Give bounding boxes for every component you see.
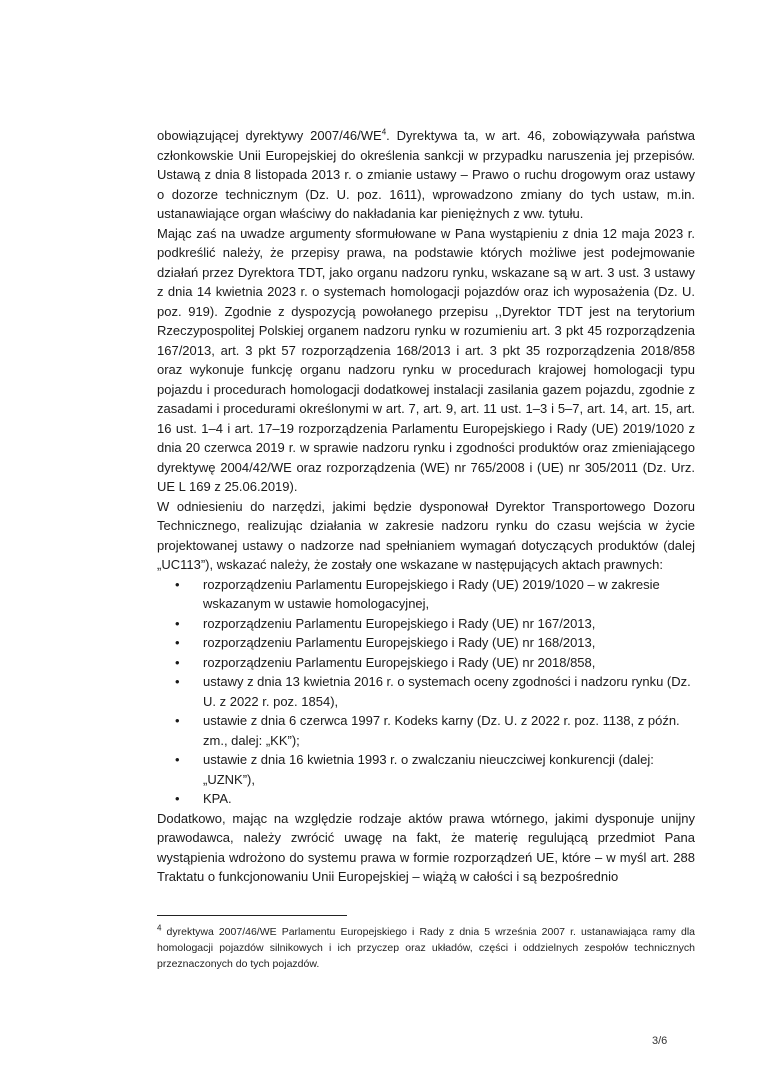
bullet-icon: • xyxy=(175,791,180,806)
legal-acts-list xyxy=(157,575,695,809)
page-number: 3/6 xyxy=(652,1035,668,1047)
list-item-text: rozporządzeniu Parlamentu Europejskiego i Rady (UE) 2019/1020 – w zakresie wskazanym w ustawie homologacyjnej, xyxy=(203,576,660,611)
list-item-text: rozporządzeniu Parlamentu Europejskiego i Rady (UE) nr 167/2013, xyxy=(203,615,596,631)
list-item-text: rozporządzeniu Parlamentu Europejskiego i Rady (UE) nr 168/2013, xyxy=(203,635,596,650)
list-item-text: KPA. xyxy=(203,791,232,806)
bullet-icon: • xyxy=(175,615,180,631)
footnote-reference: 4 xyxy=(381,127,387,137)
list-item xyxy=(157,750,695,789)
list-item xyxy=(157,575,695,614)
list-item xyxy=(157,614,695,634)
footnote-separator xyxy=(157,915,347,916)
bullet-icon: • xyxy=(175,576,180,592)
paragraph-4: Dodatkowo, mając na względzie rodzaje aktów prawa wtórnego, jakimi dysponuje unijny prawodawca, należy zwrócić uwagę na fakt, że materię regulującą przedmiot Pana wystąpienia wdrożono do systemu prawa w formie rozporządzeń UE, które – w myśl art. 288 Traktatu o funkcjonowaniu Unii Europejskiej – wiążą w całości i są bezpośrednio xyxy=(157,810,695,884)
paragraph-1-text-a: obowiązującej dyrektywy 2007/46/WE xyxy=(157,128,382,143)
bullet-icon: • xyxy=(175,752,180,767)
list-item-text: rozporządzeniu Parlamentu Europejskiego i Rady (UE) nr 2018/858, xyxy=(203,654,596,670)
list-item xyxy=(157,672,695,711)
footnote-number: 4 xyxy=(157,923,162,933)
list-item-text: ustawy z dnia 13 kwietnia 2016 r. o systemach oceny zgodności i nadzoru rynku (Dz. U. z 2022 r. poz. 1854), xyxy=(203,674,691,709)
list-item-text: ustawie z dnia 16 kwietnia 1993 r. o zwalczaniu nieuczciwej konkurencji (dalej: „UZNK”), xyxy=(203,752,654,787)
paragraph-2: Mając zaś na uwadze argumenty sformułowane w Pana wystąpieniu z dnia 12 maja 2023 r. podkreślić należy, że przepisy prawa, na podstawie których możliwe jest podejmowanie działań przez Dyrektora TDT, jako organu nadzoru rynku, wskazane są w art. 3 ust. 3 ustawy z dnia 14 kwietnia 2023 r. o systemach homologacji pojazdów oraz ich wyposażenia (Dz. U. poz. 919). Zgodnie z dyspozycją powołanego przepisu ,,Dyrektor TDT jest na terytorium Rzeczypospolitej Polskiej organem nadzoru rynku w rozumieniu art. 3 pkt 45 rozporządzenia 167/2013, art. 3 pkt 57 rozporządzenia 168/2013 i art. 3 pkt 35 rozporządzenia 2018/858 oraz wykonuje funkcję organu nadzoru rynku w procedurach krajowej homologacji typu pojazdu i procedurach homologacji dodatkowej instalacji zasilania gazem pojazdu, zgodnie z zasadami i procedurami określonymi w art. 7, art. 9, art. 11 ust. 1–3 i 5–7, art. 14, art. 15, art. 16 ust. 1–4 i art. 17–19 rozporządzenia Parlamentu Europejskiego i Rady (UE) 2019/1020 z dnia 20 czerwca 2019 r. w sprawie nadzoru rynku i zgodności produktów oraz zmieniającego dyrektywę 2004/42/WE oraz rozporządzenia (WE) nr 765/2008 i (UE) nr 305/2011 (Dz. Urz. UE L 169 z 25.06.2019). xyxy=(157,225,695,494)
paragraph-1-text-b: . Dyrektywa ta, w art. 46, zobowiązywała państwa członkowskie Unii Europejskiej do określenia sankcji w przypadku naruszenia jej przepisów. Ustawą z dnia 8 listopada 2013 r. o zmianie ustawy – Prawo o ruchu drogowym oraz ustawy o dozorze technicznym (Dz. U. poz. 1611), wprowadzono zmiany do tych ustaw, m.in. ustanawiające organ właściwy do nakładania kar pieniężnych z ww. tytułu. xyxy=(157,128,695,221)
bullet-icon: • xyxy=(175,635,180,650)
list-item xyxy=(157,789,695,809)
footnote-text: dyrektywa 2007/46/WE Parlamentu Europejskiego i Rady z dnia 5 września 2007 r. ustanawiająca ramy dla homologacji pojazdów silnikowych i ich przyczep oraz układów, części i oddzielnych zespołów technicznych przeznaczonych do tych pojazdów. xyxy=(157,926,695,970)
bullet-icon: • xyxy=(175,713,180,728)
list-item xyxy=(157,711,695,750)
body-text xyxy=(157,126,695,887)
paragraph-1 xyxy=(157,126,695,224)
list-item xyxy=(157,653,695,673)
bullet-icon: • xyxy=(175,674,180,689)
list-item-text: ustawie z dnia 6 czerwca 1997 r. Kodeks karny (Dz. U. z 2022 r. poz. 1138, z późn. zm., dalej: „KK”); xyxy=(203,713,680,748)
bullet-icon: • xyxy=(175,654,180,670)
footnote xyxy=(157,924,695,972)
paragraph-3: W odniesieniu do narzędzi, jakimi będzie dysponował Dyrektor Transportowego Dozoru Technicznego, realizując działania w zakresie nadzoru rynku do czasu wejścia w życie projektowanej ustawy o nadzorze nad spełnianiem wymagań dotyczących produktów (dalej „UC113”), wskazać należy, że zostały one wskazane w następujących aktach prawnych: xyxy=(157,498,695,572)
list-item xyxy=(157,633,695,653)
